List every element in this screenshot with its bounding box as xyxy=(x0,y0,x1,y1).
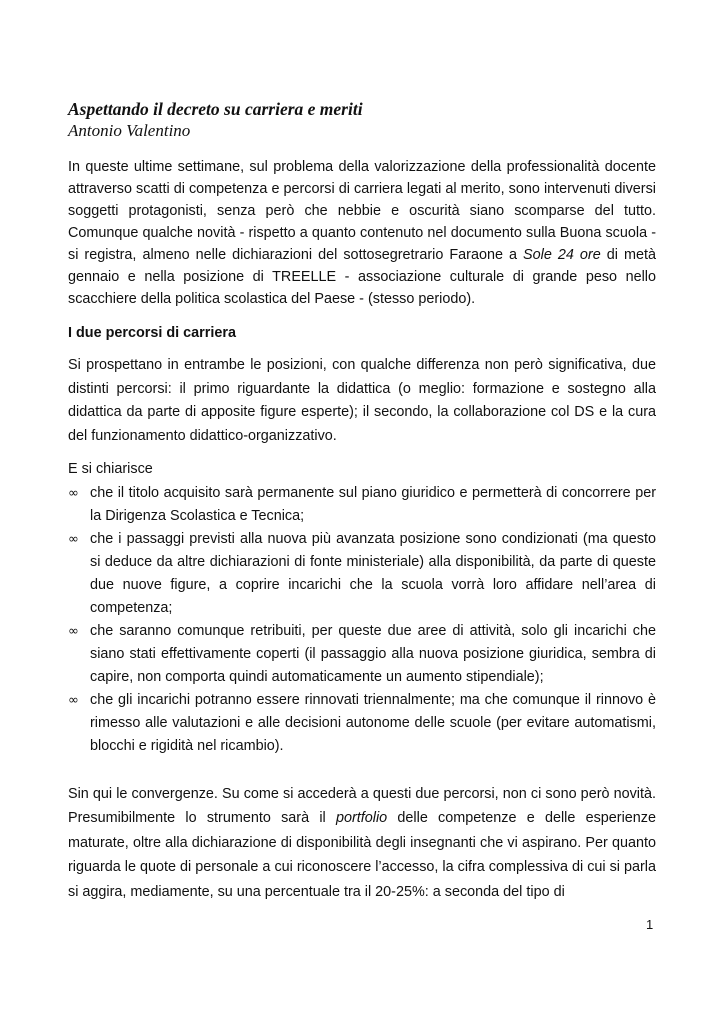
intro-text-2: di metà gennaio e nella posizione di TREELLE - associazione culturale di grande peso nello scacchiere della politica scolastica del Paese - (stesso periodo). xyxy=(68,247,656,307)
list-item-text: che i passaggi previsti alla nuova più avanzata posizione sono condizionati (ma questo si deduce da altre dichiarazioni di fonte ministeriale) alla disponibilità, da parte di queste due nuove figure, a coprire incarichi che la scuola vorrà loro affidare nell’area di competenza; xyxy=(90,530,656,616)
intro-text-1: In queste ultime settimane, sul problema della valorizzazione della professionalità docente attraverso scatti di competenza e percorsi di carriera legati al merito, sono intervenuti diversi soggetti protagonisti, senza però che nebbie e oscurità siano scomparse del tutto. Comunque qualche novità - rispetto a quanto contenuto nel documento sulla Buona scuola - si registra, almeno nelle dichiarazioni del sottosegretrario Faraone a xyxy=(68,159,656,263)
convergence-paragraph xyxy=(68,782,656,905)
list-item-text: che saranno comunque retribuiti, per queste due aree di attività, solo gli incarichi che siano stati effettivamente coperti (il passaggio alla nuova posizione giuridica, sembra di capire, non comporta quindi automaticamente un aumento stipendiale); xyxy=(90,622,656,685)
list-intro: E si chiarisce xyxy=(68,461,153,477)
page-number: 1 xyxy=(646,917,654,932)
list-item-text: che gli incarichi potranno essere rinnovati triennalmente; ma che comunque il rinnovo è rimesso alle valutazioni e alle decisioni autonome delle scuole (per evitare automatismi, blocchi e rigidità nel ricambio). xyxy=(90,691,656,754)
convergence-text-2: delle competenze e delle esperienze maturate, oltre alla dichiarazione di disponibilità degli insegnanti che vi aspirano. Per quanto riguarda le quote di personale a cui riconoscere l’accesso, la cifra complessiva di cui si parla si aggira, mediamente, su una percentuale tra il 20-25%: a seconda del tipo di xyxy=(68,810,656,900)
document-body xyxy=(68,98,656,904)
intro-source: Sole 24 ore xyxy=(523,247,601,263)
article-author: Antonio Valentino xyxy=(68,121,191,140)
list-item xyxy=(68,689,656,758)
infinity-bullet-icon: ∞ xyxy=(68,692,79,708)
list-item xyxy=(68,620,656,689)
clarification-list xyxy=(68,482,656,758)
infinity-bullet-icon: ∞ xyxy=(68,485,79,501)
convergence-text-1: Sin qui le convergenze. Su come si accederà a questi due percorsi, non ci sono però novità. Presumibilmente lo strumento sarà il xyxy=(68,785,656,826)
list-item xyxy=(68,528,656,620)
article-title: Aspettando il decreto su carriera e meriti xyxy=(68,99,363,119)
infinity-bullet-icon: ∞ xyxy=(68,531,79,547)
portfolio-term: portfolio xyxy=(335,810,388,826)
list-item-text: che il titolo acquisito sarà permanente sul piano giuridico e permetterà di concorrere per la Dirigenza Scolastica e Tecnica; xyxy=(90,484,656,524)
intro-paragraph xyxy=(68,156,656,310)
paths-paragraph: Si prospettano in entrambe le posizioni, con qualche differenza non però significativa, due distinti percorsi: il primo riguardante la didattica (o meglio: formazione e sostegno alla didattica da parte di apposite figure esperte); il secondo, la collaborazione col DS e la cura del funzionamento didattico-organizzativo. xyxy=(68,357,656,444)
list-item xyxy=(68,482,656,528)
section-heading: I due percorsi di carriera xyxy=(68,325,236,341)
infinity-bullet-icon: ∞ xyxy=(68,623,79,639)
